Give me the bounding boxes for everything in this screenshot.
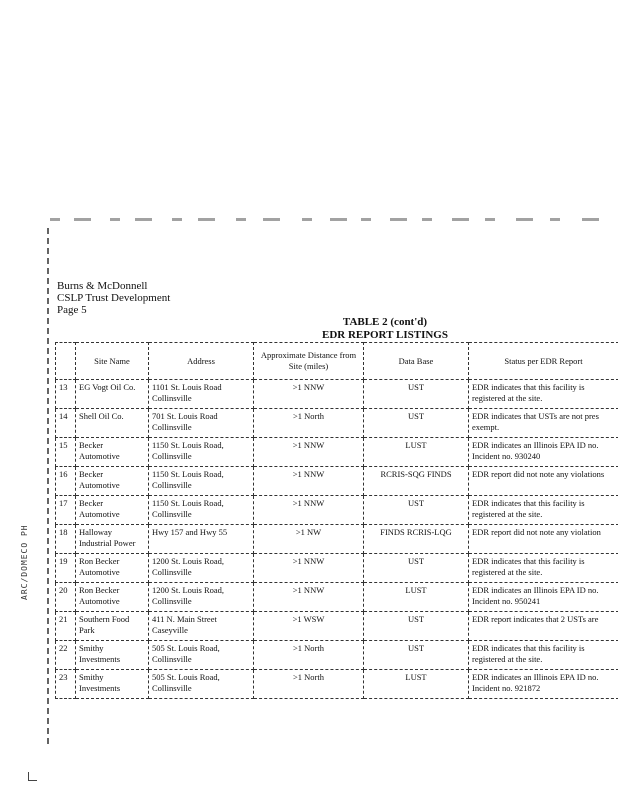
scan-noise-mark	[361, 218, 371, 221]
scan-noise-mark	[172, 218, 182, 221]
database-cell: LUST	[364, 438, 469, 467]
address-cell: 1150 St. Louis Road, Collinsville	[149, 496, 254, 525]
distance-cell: >1 NNW	[254, 380, 364, 409]
table-row	[56, 438, 618, 467]
site-name-cell: Shell Oil Co.	[76, 409, 149, 438]
scan-noise-mark	[198, 218, 215, 221]
scan-noise-mark	[485, 218, 495, 221]
distance-cell: >1 North	[254, 641, 364, 670]
col-distance-header: Approximate Distance from Site (miles)	[254, 343, 364, 380]
address-cell: 411 N. Main Street Caseyville	[149, 612, 254, 641]
row-number-cell: 14	[56, 409, 76, 438]
row-number-cell: 13	[56, 380, 76, 409]
table-row	[56, 583, 618, 612]
status-cell: EDR indicates an Illinois EPA ID no. Incident no. 950241	[469, 583, 618, 612]
status-cell: EDR report did not note any violations	[469, 467, 618, 496]
col-num-header	[56, 343, 76, 380]
company-name: Burns & McDonnell	[57, 280, 148, 292]
table-row	[56, 496, 618, 525]
site-name-cell: Smithy Investments	[76, 641, 149, 670]
scan-noise-mark	[422, 218, 432, 221]
status-cell: EDR report indicates that 2 USTs are	[469, 612, 618, 641]
col-status-header: Status per EDR Report	[469, 343, 618, 380]
database-cell: RCRIS-SQG FINDS	[364, 467, 469, 496]
col-site-header: Site Name	[76, 343, 149, 380]
table-row	[56, 380, 618, 409]
address-cell: 701 St. Louis Road Collinsville	[149, 409, 254, 438]
page-corner-mark	[28, 772, 37, 781]
status-cell: EDR indicates that USTs are not pres exempt.	[469, 409, 618, 438]
edr-listings-table	[55, 342, 618, 699]
site-name-cell: EG Vogt Oil Co.	[76, 380, 149, 409]
table-row	[56, 612, 618, 641]
table-subtitle: EDR REPORT LISTINGS	[322, 329, 448, 341]
address-cell: 1200 St. Louis Road, Collinsville	[149, 583, 254, 612]
table-row	[56, 670, 618, 699]
address-cell: Hwy 157 and Hwy 55	[149, 525, 254, 554]
scan-noise-mark	[110, 218, 120, 221]
status-cell: EDR indicates an Illinois EPA ID no. Incident no. 930240	[469, 438, 618, 467]
scan-noise-mark	[50, 218, 60, 221]
status-cell: EDR indicates that this facility is registered at the site.	[469, 496, 618, 525]
scan-noise-mark	[263, 218, 280, 221]
address-cell: 505 St. Louis Road, Collinsville	[149, 670, 254, 699]
address-cell: 1101 St. Louis Road Collinsville	[149, 380, 254, 409]
distance-cell: >1 NNW	[254, 583, 364, 612]
address-cell: 1200 St. Louis Road, Collinsville	[149, 554, 254, 583]
site-name-cell: Ron Becker Automotive	[76, 583, 149, 612]
page-number: Page 5	[57, 304, 87, 316]
distance-cell: >1 NNW	[254, 496, 364, 525]
scan-margin-line	[47, 228, 49, 748]
margin-stamp: ARC/DOMECO PH	[20, 524, 29, 600]
table-title: TABLE 2 (cont'd)	[342, 316, 428, 328]
table-row	[56, 554, 618, 583]
scan-noise-mark	[516, 218, 533, 221]
col-address-header: Address	[149, 343, 254, 380]
status-cell: EDR indicates that this facility is registered at the site.	[469, 641, 618, 670]
scan-noise-mark	[582, 218, 599, 221]
database-cell: UST	[364, 612, 469, 641]
site-name-cell: Southern Food Park	[76, 612, 149, 641]
status-cell: EDR indicates an Illinois EPA ID no. Incident no. 921872	[469, 670, 618, 699]
table-row	[56, 467, 618, 496]
row-number-cell: 18	[56, 525, 76, 554]
address-cell: 1150 St. Louis Road, Collinsville	[149, 467, 254, 496]
row-number-cell: 15	[56, 438, 76, 467]
distance-cell: >1 WSW	[254, 612, 364, 641]
table-row	[56, 641, 618, 670]
row-number-cell: 21	[56, 612, 76, 641]
distance-cell: >1 NNW	[254, 554, 364, 583]
table-header-row	[56, 343, 618, 380]
scan-noise-mark	[330, 218, 347, 221]
site-name-cell: Becker Automotive	[76, 467, 149, 496]
scan-noise-mark	[74, 218, 91, 221]
database-cell: FINDS RCRIS-LQG	[364, 525, 469, 554]
site-name-cell: Becker Automotive	[76, 496, 149, 525]
distance-cell: >1 NW	[254, 525, 364, 554]
row-number-cell: 23	[56, 670, 76, 699]
address-cell: 1150 St. Louis Road, Collinsville	[149, 438, 254, 467]
row-number-cell: 20	[56, 583, 76, 612]
address-cell: 505 St. Louis Road, Collinsville	[149, 641, 254, 670]
row-number-cell: 16	[56, 467, 76, 496]
project-name: CSLP Trust Development	[57, 292, 171, 304]
scan-noise-mark	[452, 218, 469, 221]
row-number-cell: 19	[56, 554, 76, 583]
scan-noise-mark	[302, 218, 312, 221]
distance-cell: >1 North	[254, 670, 364, 699]
col-database-header: Data Base	[364, 343, 469, 380]
status-cell: EDR report did not note any violation	[469, 525, 618, 554]
scan-noise-mark	[550, 218, 560, 221]
database-cell: LUST	[364, 670, 469, 699]
site-name-cell: Becker Automotive	[76, 438, 149, 467]
distance-cell: >1 NNW	[254, 438, 364, 467]
database-cell: UST	[364, 496, 469, 525]
status-cell: EDR indicates that this facility is registered at the site.	[469, 554, 618, 583]
row-number-cell: 22	[56, 641, 76, 670]
scan-noise-mark	[390, 218, 407, 221]
database-cell: UST	[364, 554, 469, 583]
database-cell: UST	[364, 641, 469, 670]
database-cell: UST	[364, 409, 469, 438]
database-cell: UST	[364, 380, 469, 409]
scan-noise-band	[0, 214, 618, 228]
scan-noise-mark	[135, 218, 152, 221]
distance-cell: >1 NNW	[254, 467, 364, 496]
site-name-cell: Halloway Industrial Power	[76, 525, 149, 554]
table-row	[56, 525, 618, 554]
site-name-cell: Smithy Investments	[76, 670, 149, 699]
site-name-cell: Ron Becker Automotive	[76, 554, 149, 583]
scan-noise-mark	[236, 218, 246, 221]
row-number-cell: 17	[56, 496, 76, 525]
table-row	[56, 409, 618, 438]
distance-cell: >1 North	[254, 409, 364, 438]
table-title-block	[280, 316, 490, 342]
database-cell: LUST	[364, 583, 469, 612]
status-cell: EDR indicates that this facility is registered at the site.	[469, 380, 618, 409]
